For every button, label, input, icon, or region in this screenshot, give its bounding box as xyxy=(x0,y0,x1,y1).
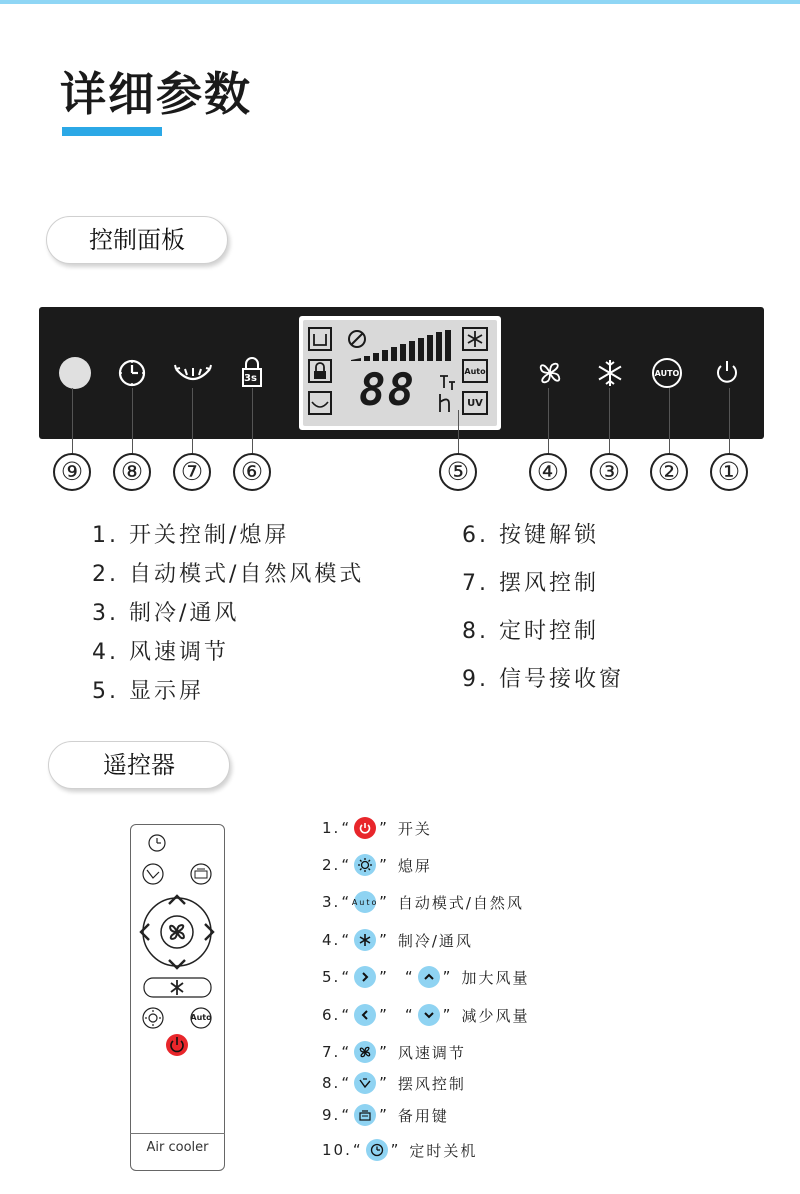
legend-desc: 减少风量 xyxy=(461,1006,530,1025)
legend-desc: 风速调节 xyxy=(397,1043,466,1062)
remote-legend-10: 10. “ ” 定时关机 xyxy=(322,1141,478,1160)
top-accent-line xyxy=(0,0,800,4)
legend-num: 5. xyxy=(322,968,341,986)
panel-function-9: 9. 信号接收窗 xyxy=(462,667,624,692)
callout-2: ② xyxy=(650,453,688,491)
legend-num: 3. xyxy=(322,893,341,911)
remote-legend-5: 5. “ ” “ ” 加大风量 xyxy=(322,968,530,987)
legend-num: 9. xyxy=(322,1106,341,1124)
remote-control xyxy=(130,824,225,1171)
remote-legend-6: 6. “ ” “ ” 减少风量 xyxy=(322,1006,530,1025)
panel-function-5: 5. 显示屏 xyxy=(92,679,204,704)
remote-legend-4: 4. “ ” 制冷/通风 xyxy=(322,931,473,950)
chevron-up-icon xyxy=(418,966,440,988)
auto-button[interactable]: AUTO xyxy=(652,358,682,388)
lcd-display xyxy=(299,316,501,430)
panel-function-3: 3. 制冷/通风 xyxy=(92,601,240,626)
remote-buttons xyxy=(131,825,224,1170)
signal-window xyxy=(59,357,91,389)
callout-line-8 xyxy=(132,388,133,454)
panel-function-8: 8. 定时控制 xyxy=(462,619,599,644)
remote-legend-8: 8. “ ” 摆风控制 xyxy=(322,1074,466,1093)
legend-num: 8. xyxy=(322,1074,341,1092)
spare-icon xyxy=(354,1104,376,1126)
legend-num: 6. xyxy=(322,1006,341,1024)
remote-legend-7: 7. “ ” 风速调节 xyxy=(322,1043,466,1062)
panel-function-6: 6. 按键解锁 xyxy=(462,523,599,548)
fan-icon xyxy=(354,1041,376,1063)
legend-num: 10. xyxy=(322,1141,352,1159)
panel-function-2: 2. 自动模式/自然风模式 xyxy=(92,562,365,587)
remote-cool-button[interactable] xyxy=(144,978,211,997)
timer-icon xyxy=(366,1139,388,1161)
power-icon xyxy=(354,817,376,839)
power-icon[interactable] xyxy=(712,357,742,387)
callout-line-4 xyxy=(548,388,549,454)
remote-divider xyxy=(130,1133,225,1134)
callout-line-5 xyxy=(458,410,459,454)
remote-swing-button[interactable] xyxy=(143,864,163,884)
legend-num: 4. xyxy=(322,931,341,949)
remote-auto-label: Auto xyxy=(190,1013,212,1022)
chevron-down-icon xyxy=(418,1004,440,1026)
remote-legend-3: 3. “ Auto ” 自动模式/自然风 xyxy=(322,893,524,912)
callout-1: ① xyxy=(710,453,748,491)
remote-power-button[interactable] xyxy=(166,1034,188,1056)
legend-num: 1. xyxy=(322,819,341,837)
panel-function-1: 1. 开关控制/熄屏 xyxy=(92,523,290,548)
panel-function-4: 4. 风速调节 xyxy=(92,640,229,665)
remote-spare-button[interactable] xyxy=(191,864,211,884)
legend-num: 2. xyxy=(322,856,341,874)
callout-7: ⑦ xyxy=(173,453,211,491)
callout-5: ⑤ xyxy=(439,453,477,491)
swing-icon xyxy=(354,1072,376,1094)
swing-icon[interactable] xyxy=(173,359,213,387)
callout-line-3 xyxy=(609,388,610,454)
auto-icon: Auto xyxy=(354,891,376,913)
callout-4: ④ xyxy=(529,453,567,491)
lock-label: 3s xyxy=(244,373,257,384)
legend-desc: 自动模式/自然风 xyxy=(397,893,524,912)
callout-6: ⑥ xyxy=(233,453,271,491)
screen-off-icon xyxy=(354,854,376,876)
callout-line-6 xyxy=(252,388,253,454)
lcd-auto-label: Auto xyxy=(464,367,486,376)
legend-num: 7. xyxy=(322,1043,341,1061)
callout-line-9 xyxy=(72,388,73,454)
remote-legend-2: 2. “ ” 熄屏 xyxy=(322,856,432,875)
callout-line-7 xyxy=(192,388,193,454)
chevron-left-icon xyxy=(354,1004,376,1026)
legend-desc: 摆风控制 xyxy=(397,1074,466,1093)
remote-dpad[interactable] xyxy=(141,896,213,968)
lcd-digits: 88 xyxy=(359,365,416,416)
remote-timer-button[interactable] xyxy=(149,835,165,851)
callout-9: ⑨ xyxy=(53,453,91,491)
remote-legend-9: 9. “ ” 备用键 xyxy=(322,1106,449,1125)
legend-desc: 定时关机 xyxy=(409,1141,478,1160)
legend-desc: 制冷/通风 xyxy=(397,931,473,950)
snowflake-icon xyxy=(354,929,376,951)
snowflake-icon[interactable] xyxy=(594,357,626,389)
section-label-remote: 遥控器 xyxy=(48,741,230,789)
lcd-uv-label: UV xyxy=(467,398,483,409)
legend-desc: 加大风量 xyxy=(461,968,530,987)
remote-brand-label: Air cooler xyxy=(146,1140,209,1155)
remote-screen-off-button[interactable] xyxy=(143,1008,163,1028)
legend-desc: 开关 xyxy=(397,819,432,838)
fan-icon[interactable] xyxy=(534,357,566,389)
callout-8: ⑧ xyxy=(113,453,151,491)
callout-3: ③ xyxy=(590,453,628,491)
page-title: 详细参数 xyxy=(60,67,252,121)
section-label-panel: 控制面板 xyxy=(46,216,228,264)
callout-line-1 xyxy=(729,388,730,454)
legend-desc: 备用键 xyxy=(397,1106,449,1125)
chevron-right-icon xyxy=(354,966,376,988)
callout-line-2 xyxy=(669,388,670,454)
panel-function-7: 7. 摆风控制 xyxy=(462,571,599,596)
timer-icon[interactable] xyxy=(117,358,147,388)
legend-desc: 熄屏 xyxy=(397,856,432,875)
remote-legend-1: 1. “ ” 开关 xyxy=(322,819,432,838)
title-underline xyxy=(62,127,162,136)
